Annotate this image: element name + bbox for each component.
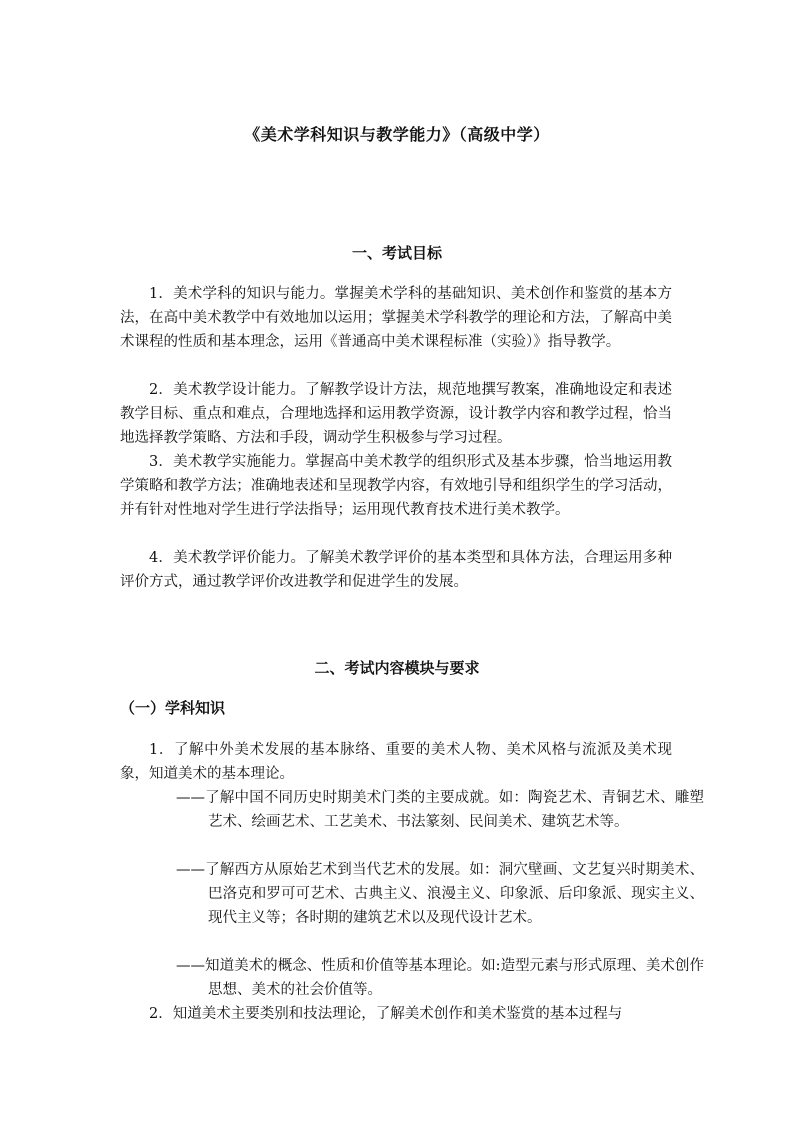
knowledge-subitem: ——了解中国不同历史时期美术门类的主要成就。如：陶瓷艺术、青铜艺术、雕塑艺术、绘画艺术、工艺美术、书法篆刻、民间美术、建筑艺术等。 [176, 790, 704, 830]
objective-paragraph: 4．美术教学评价能力。了解美术教学评价的基本类型和具体方法，合理运用多种评价方式，通过教学评价改进教学和促进学生的发展。 [120, 550, 672, 590]
knowledge-item: 1．了解中外美术发展的基本脉络、重要的美术人物、美术风格与流派及美术现象，知道美术的基本理论。 [120, 742, 672, 782]
subsection-heading-subject-knowledge: （一）学科知识 [120, 699, 226, 717]
section-heading-content-modules: 二、考试内容模块与要求 [314, 659, 480, 677]
knowledge-item: 2．知道美术主要类别和技法理论，了解美术创作和美术鉴赏的基本过程与 [149, 1006, 623, 1022]
objective-paragraph: 1．美术学科的知识与能力。掌握美术学科的基础知识、美术创作和鉴赏的基本方法，在高中美术教学中有效地加以运用；掌握美术学科教学的理论和方法，了解高中美术课程的性质和基本理念，运用《普通高中美术课程标准（实验）》指导教学。 [120, 286, 672, 350]
section-heading-exam-objectives: 一、考试目标 [351, 244, 442, 262]
knowledge-subitem: ——了解西方从原始艺术到当代艺术的发展。如：洞穴壁画、文艺复兴时期美术、巴洛克和罗可可艺术、古典主义、浪漫主义、印象派、后印象派、现实主义、现代主义等；各时期的建筑艺术以及现代设计艺术。 [176, 862, 704, 926]
knowledge-subitem: ——知道美术的概念、性质和价值等基本理论。如:造型元素与形式原理、美术创作思想、美术的社会价值等。 [176, 958, 704, 998]
objective-paragraph: 2．美术教学设计能力。了解教学设计方法，规范地撰写教案，准确地设定和表述教学目标、重点和难点，合理地选择和运用教学资源，设计教学内容和教学过程，恰当地选择教学策略、方法和手段，调动学生积极参与学习过程。 [120, 382, 672, 446]
objective-paragraph: 3．美术教学实施能力。掌握高中美术教学的组织形式及基本步骤，恰当地运用教学策略和教学方法；准确地表述和呈现教学内容，有效地引导和组织学生的学习活动，并有针对性地对学生进行学法指导；运用现代教育技术进行美术教学。 [120, 454, 672, 518]
document-title: 《美术学科知识与教学能力》（高级中学） [244, 125, 550, 144]
